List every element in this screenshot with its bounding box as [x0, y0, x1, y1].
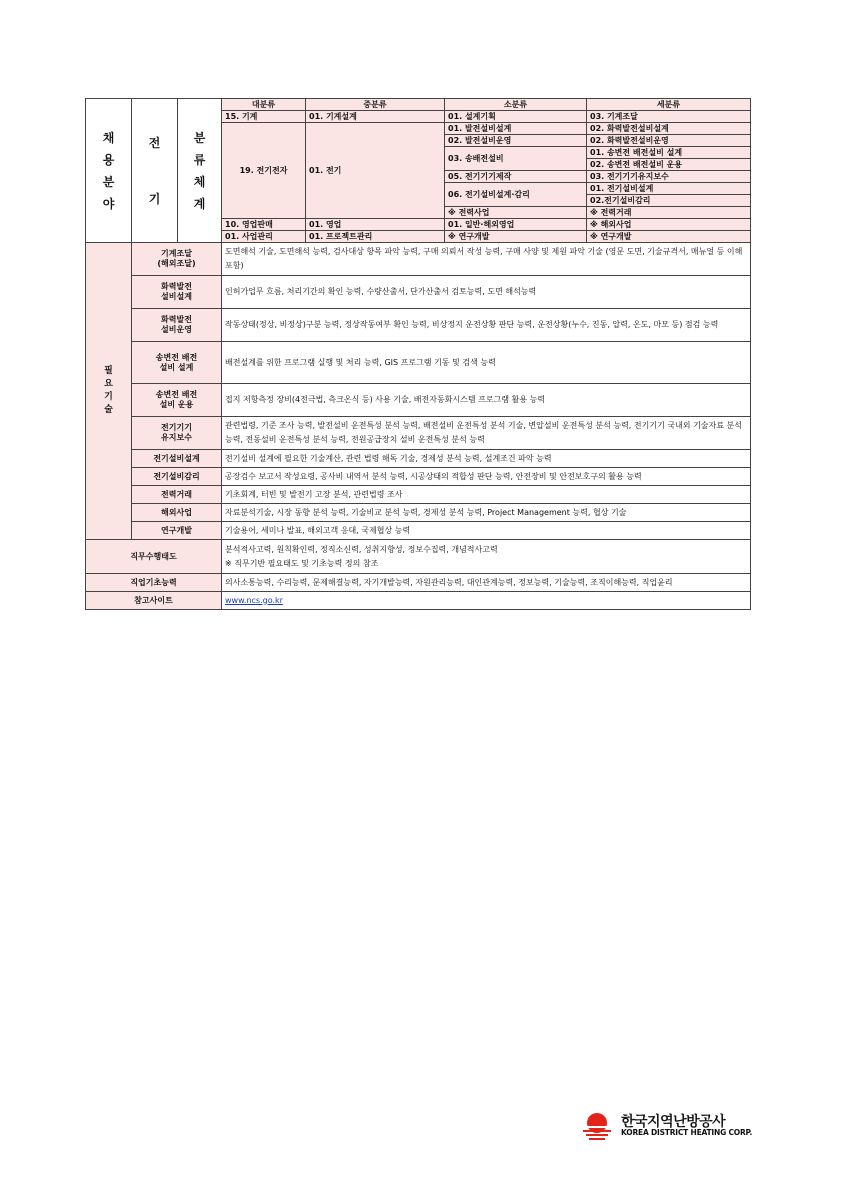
reference-row — [86, 592, 751, 610]
skill-label: 송변전 배전 설비 운용 — [132, 384, 222, 417]
cell-minor: 05. 전기기기제작 — [445, 171, 587, 183]
classification-table — [85, 98, 751, 243]
skill-row — [86, 504, 751, 522]
skill-label: 화력발전 설비설계 — [132, 276, 222, 309]
cell-middle: 01. 기계설계 — [306, 111, 445, 123]
skill-row — [86, 342, 751, 384]
skill-description: 공장검수 보고서 작성요령, 공사비 내역서 분석 능력, 시공상태의 적합성 판단 능력, 안전장비 및 안전보호구의 활용 능력 — [222, 468, 751, 486]
cell-major-elec: 19. 전기전자 — [222, 123, 306, 219]
skill-label: 전기기기 유지보수 — [132, 417, 222, 450]
skill-row — [86, 468, 751, 486]
header-minor: 소분류 — [445, 99, 587, 111]
skill-row — [86, 522, 751, 540]
cell-minor: 06. 전기설비설계·감리 — [445, 183, 587, 207]
skill-row — [86, 417, 751, 450]
cell-middle: 01. 영업 — [306, 219, 445, 231]
cell-detail: 01. 전기설비설계 — [587, 183, 751, 195]
cell-detail: ※ 해외사업 — [587, 219, 751, 231]
skill-label: 해외사업 — [132, 504, 222, 522]
basic-ability-description: 의사소통능력, 수리능력, 문제해결능력, 자기개발능력, 자원관리능력, 대인관계능력, 정보능력, 기술능력, 조직이해능력, 직업윤리 — [222, 574, 751, 592]
header-middle: 중분류 — [306, 99, 445, 111]
skill-description: 기술용어, 세미나 발표, 해외고객 응대, 국제협상 능력 — [222, 522, 751, 540]
cell-detail: ※ 연구개발 — [587, 231, 751, 243]
cell-minor: ※ 연구개발 — [445, 231, 587, 243]
skill-label: 기계조달 (해외조달) — [132, 243, 222, 276]
header-major: 대분류 — [222, 99, 306, 111]
basic-ability-label: 직업기초능력 — [86, 574, 222, 592]
cell-detail: 02. 화력발전설비설계 — [587, 123, 751, 135]
skill-row — [86, 384, 751, 417]
cell-minor: 01. 일반·해외영업 — [445, 219, 587, 231]
skill-description: 배전설계를 위한 프로그램 실행 및 처리 능력, GIS 프로그램 기동 및 검색 능력 — [222, 342, 751, 384]
cell-minor: ※ 전력사업 — [445, 207, 587, 219]
skill-label: 전기설비감리 — [132, 468, 222, 486]
cell-detail: 02.전기설비감리 — [587, 195, 751, 207]
attitude-label: 직무수행태도 — [86, 540, 222, 574]
skill-description: 작동상태(정상, 비정상)구분 능력, 정상작동여부 확인 능력, 비상정지 운전상황 판단 능력, 운전상황(누수, 진동, 압력, 온도, 마모 등) 점검 능력 — [222, 309, 751, 342]
skill-row — [86, 309, 751, 342]
classification-system-label: 분 류 체 계 — [178, 99, 222, 243]
attitude-description: 분석적사고력, 원칙확인력, 정직소신력, 성취지향성, 정보수집력, 개념적사고력 ※ 직무기반 필요태도 및 기초능력 정의 참조 — [222, 540, 751, 574]
cell-middle: 01. 프로젝트관리 — [306, 231, 445, 243]
cell-major: 15. 기계 — [222, 111, 306, 123]
skill-row — [86, 486, 751, 504]
header-detail: 세분류 — [587, 99, 751, 111]
cell-middle-elec: 01. 전기 — [306, 123, 445, 219]
logo-symbol-icon — [583, 1111, 619, 1141]
reference-label: 참고사이트 — [86, 592, 222, 610]
skill-description: 접지 저항측정 장비(4전극법, 측크온식 등) 사용 기술, 배전자동화시스템 프로그램 활용 능력 — [222, 384, 751, 417]
cell-detail: 01. 송변전 배전설비 설계 — [587, 147, 751, 159]
field-label: 채 용 분 야 — [86, 99, 132, 243]
cell-major: 10. 영업판매 — [222, 219, 306, 231]
logo-english-name: KOREA DISTRICT HEATING CORP. — [621, 1128, 753, 1137]
skill-label: 전기설비설계 — [132, 450, 222, 468]
cell-detail: 02. 화력발전설비운영 — [587, 135, 751, 147]
cell-minor: 03. 송배전설비 — [445, 147, 587, 171]
cell-minor: 01. 설계기획 — [445, 111, 587, 123]
category-jeongi: 전 기 — [132, 99, 178, 243]
reference-cell — [222, 592, 751, 610]
skill-description: 인허가업무 흐름, 처리기간의 확인 능력, 수량산출서, 단가산출서 검토능력, 도면 해석능력 — [222, 276, 751, 309]
cell-minor: 01. 발전설비설계 — [445, 123, 587, 135]
cell-detail: 03. 전기기기유지보수 — [587, 171, 751, 183]
skill-label: 연구개발 — [132, 522, 222, 540]
classification-header-row — [86, 99, 751, 111]
skill-description: 관련법령, 기준 조사 능력, 발전설비 운전특성 분석 능력, 배전설비 운전특성 분석 기술, 변압설비 운전특성 분석 능력, 전기기기 국내외 기술자료 분석 능력, 전동설비 운전특성 분석 능력, 전원공급장치 설비 운전특성 분석 능력 — [222, 417, 751, 450]
reference-link[interactable]: www.ncs.go.kr — [225, 595, 283, 605]
skill-description: 도면해석 기술, 도면해석 능력, 검사대상 항목 파악 능력, 구매 의뢰서 작성 능력, 구매 사양 및 제원 파악 기술 (영문 도면, 기술규격서, 매뉴얼 등 이해 포함) — [222, 243, 751, 276]
skill-description: 자료분석기술, 시장 동향 분석 능력, 기술비교 분석 능력, 경제성 분석 능력, Project Management 능력, 협상 기술 — [222, 504, 751, 522]
skill-row — [86, 243, 751, 276]
cell-minor: 02. 발전설비운영 — [445, 135, 587, 147]
basic-ability-row — [86, 574, 751, 592]
attitude-row — [86, 540, 751, 574]
skills-table — [85, 242, 751, 610]
company-logo — [583, 1111, 753, 1141]
skill-row — [86, 450, 751, 468]
cell-major: 01. 사업관리 — [222, 231, 306, 243]
skill-description: 기초회계, 터빈 및 발전기 고장 분석, 관련법령 조사 — [222, 486, 751, 504]
required-skills-label: 필 요 기 술 — [86, 243, 132, 540]
cell-detail: ※ 전력거래 — [587, 207, 751, 219]
skill-label: 전력거래 — [132, 486, 222, 504]
skill-label: 송변전 배전 설비 설계 — [132, 342, 222, 384]
skill-label: 화력발전 설비운영 — [132, 309, 222, 342]
main-table-container — [85, 98, 750, 610]
cell-detail: 03. 기계조달 — [587, 111, 751, 123]
cell-detail: 02. 송변전 배전설비 운용 — [587, 159, 751, 171]
skill-row — [86, 276, 751, 309]
logo-korean-name: 한국지역난방공사 — [621, 1114, 726, 1130]
skill-description: 전기설비 설계에 필요한 기술계산, 관련 법령 해독 기술, 경제성 분석 능력, 설계조건 파악 능력 — [222, 450, 751, 468]
